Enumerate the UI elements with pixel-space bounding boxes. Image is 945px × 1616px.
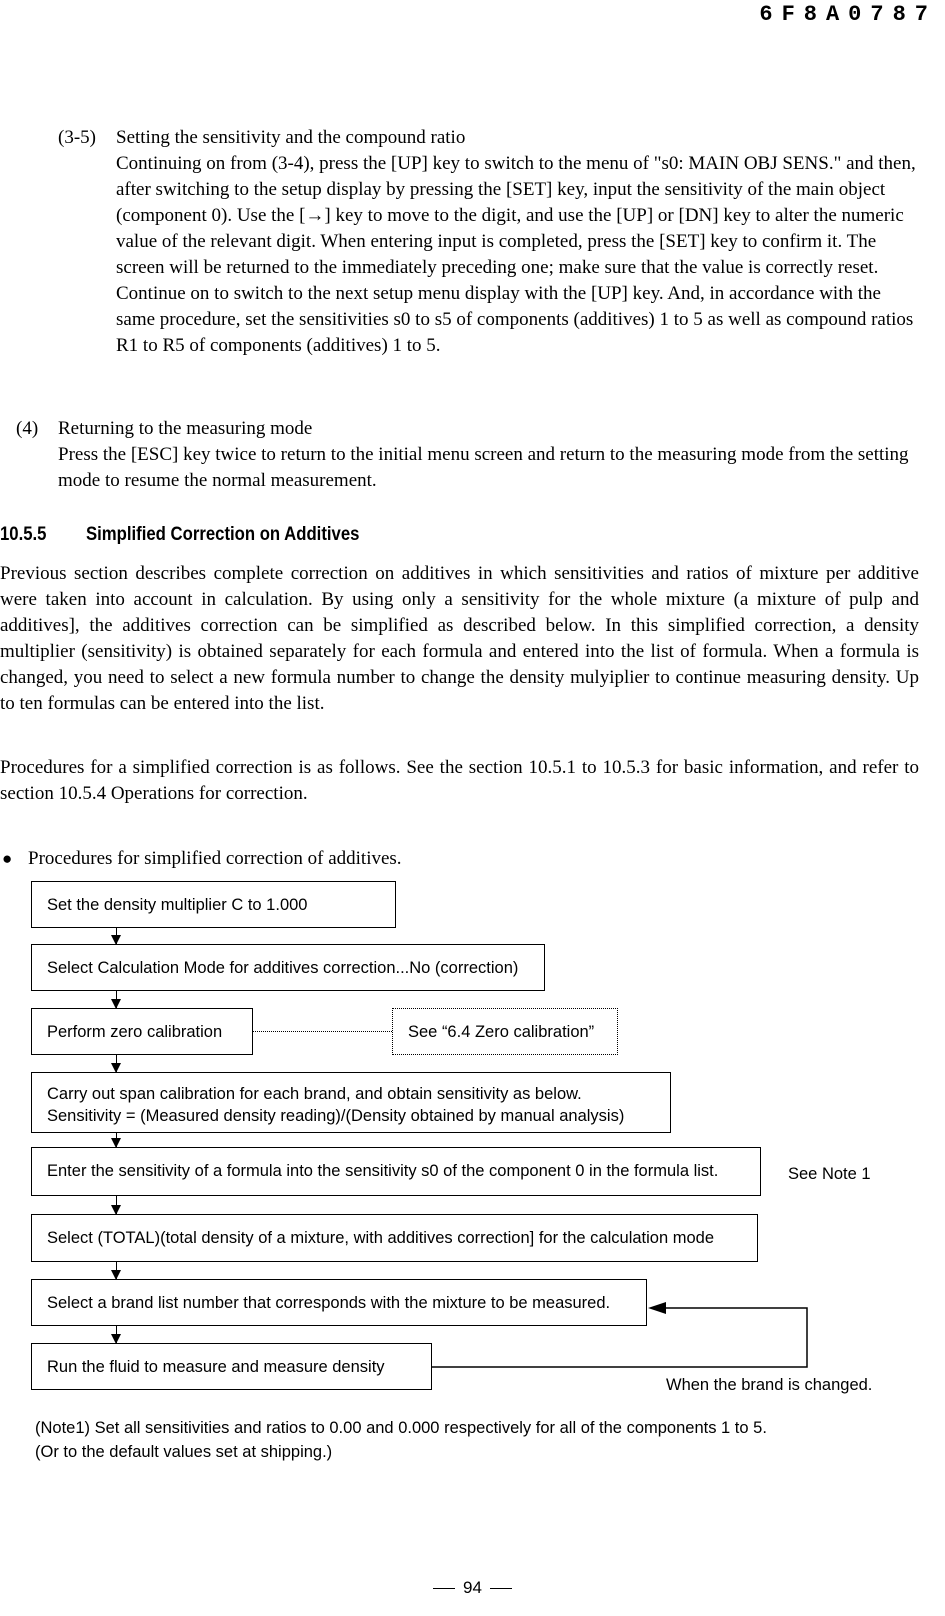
flow-step-text: Select a brand list number that corresponds with the mixture to be measured. (47, 1294, 611, 1312)
section-4-label: (4) (16, 418, 39, 439)
flow-step-select-total-mode (31, 1214, 758, 1262)
flow-arrow (116, 1262, 117, 1279)
flow-step-text-line-2: Sensitivity = (Measured density reading)/(Density obtained by manual analysis) (47, 1107, 625, 1125)
document-code: 6F8A0787 (759, 2, 937, 27)
flow-ref-zero-calibration (392, 1008, 618, 1055)
procedure-title: Procedures for simplified correction of additives. (28, 848, 402, 869)
section-10-5-5-number: 10.5.5 (0, 524, 47, 545)
flow-step-text: Select Calculation Mode for additives correction...No (correction) (47, 959, 519, 977)
see-note-1-label: See Note 1 (788, 1165, 871, 1183)
flow-step-text: Enter the sensitivity of a formula into the sensitivity s0 of the component 0 in the formula list. (47, 1162, 719, 1180)
flow-arrow (116, 991, 117, 1008)
flow-step-text-line-1: Carry out span calibration for each brand, and obtain sensitivity as below. (47, 1085, 582, 1103)
section-10-5-5-title: Simplified Correction on Additives (86, 524, 360, 545)
flow-step-set-density-multiplier (31, 881, 396, 928)
flow-step-select-calculation-mode (31, 944, 545, 991)
flow-step-text: Run the fluid to measure and measure density (47, 1358, 385, 1376)
flow-arrow (116, 928, 117, 944)
flow-step-text: Select (TOTAL)(total density of a mixture, with additives correction] for the calculation mode (47, 1229, 715, 1247)
footer-dash-left (433, 1588, 455, 1589)
page-footer (0, 1578, 945, 1598)
flow-arrow (116, 1133, 117, 1147)
note-line-2: (Or to the default values set at shipping.) (35, 1443, 333, 1461)
flow-ref-text: See “6.4 Zero calibration” (408, 1023, 595, 1041)
flow-arrow (116, 1196, 117, 1214)
flow-step-text: Set the density multiplier C to 1.000 (47, 896, 308, 914)
flow-step-enter-sensitivity (31, 1147, 761, 1196)
flow-arrow (116, 1055, 117, 1072)
section-10-5-5-paragraph-2: Procedures for a simplified correction is as follows. See the section 10.5.1 to 10.5.3 for basic information, and refer to section 10.5.4 Operations for correction. (0, 757, 919, 804)
flow-step-span-calibration (31, 1072, 671, 1133)
section-10-5-5-paragraph-1: Previous section describes complete correction on additives in which sensitivities and ratios of mixture per additive were taken into account in calculation. By using only a sensitivity for the whole mixture (a mixture of pulp and additives], the additives correction can be simplified as described below. In this simplified correction, a density multiplier (sensitivity) is obtained separately for each formula and entered into the list of formula. When a formula is changed, you need to select a new formula number to change the density mulyiplier to continue measuring density. Up to ten formulas can be entered into the list. (0, 563, 919, 714)
flow-step-run-fluid (31, 1343, 432, 1390)
section-4-body: Press the [ESC] key twice to return to the initial menu screen and return to the measuring mode from the setting mode to resume the normal measurement. (58, 444, 909, 491)
page-number: 94 (463, 1578, 482, 1597)
note-1 (35, 1416, 767, 1464)
bullet-icon: ● (2, 849, 13, 868)
flow-step-text: Perform zero calibration (47, 1023, 223, 1041)
flow-arrow (116, 1326, 117, 1343)
note-line-1: (Note1) Set all sensitivities and ratios to 0.00 and 0.000 respectively for all of the components 1 to 5. (35, 1419, 767, 1437)
loop-label: When the brand is changed. (666, 1376, 873, 1394)
flow-step-zero-calibration (31, 1008, 253, 1055)
flow-dotted-connector (253, 1031, 392, 1032)
section-3-5-title: Setting the sensitivity and the compound ratio (116, 127, 466, 148)
section-4-title: Returning to the measuring mode (58, 418, 313, 439)
section-3-5-label: (3-5) (58, 127, 96, 148)
footer-dash-right (490, 1588, 512, 1589)
section-3-5-body: Continuing on from (3-4), press the [UP] key to switch to the menu of "s0: MAIN OBJ SENS." and then, after switching to the setup display by pressing the [SET] key, input the sensitivity of the main object (component 0). Use the [→] key to move to the digit, and use the [UP] or [DN] key to alter the numeric value of the relevant digit. When entering input is completed, press the [SET] key to confirm it. The screen will be returned to the immediately preceding one; make sure that the value is correctly reset. Continue on to switch to the next setup menu display with the [UP] key. And, in accordance with the same procedure, set the sensitivities s0 to s5 of components (additives) 1 to 5 as well as compound ratios R1 to R5 of components (additives) 1 to 5. (116, 153, 916, 356)
flow-loop-arrow (430, 1300, 815, 1375)
